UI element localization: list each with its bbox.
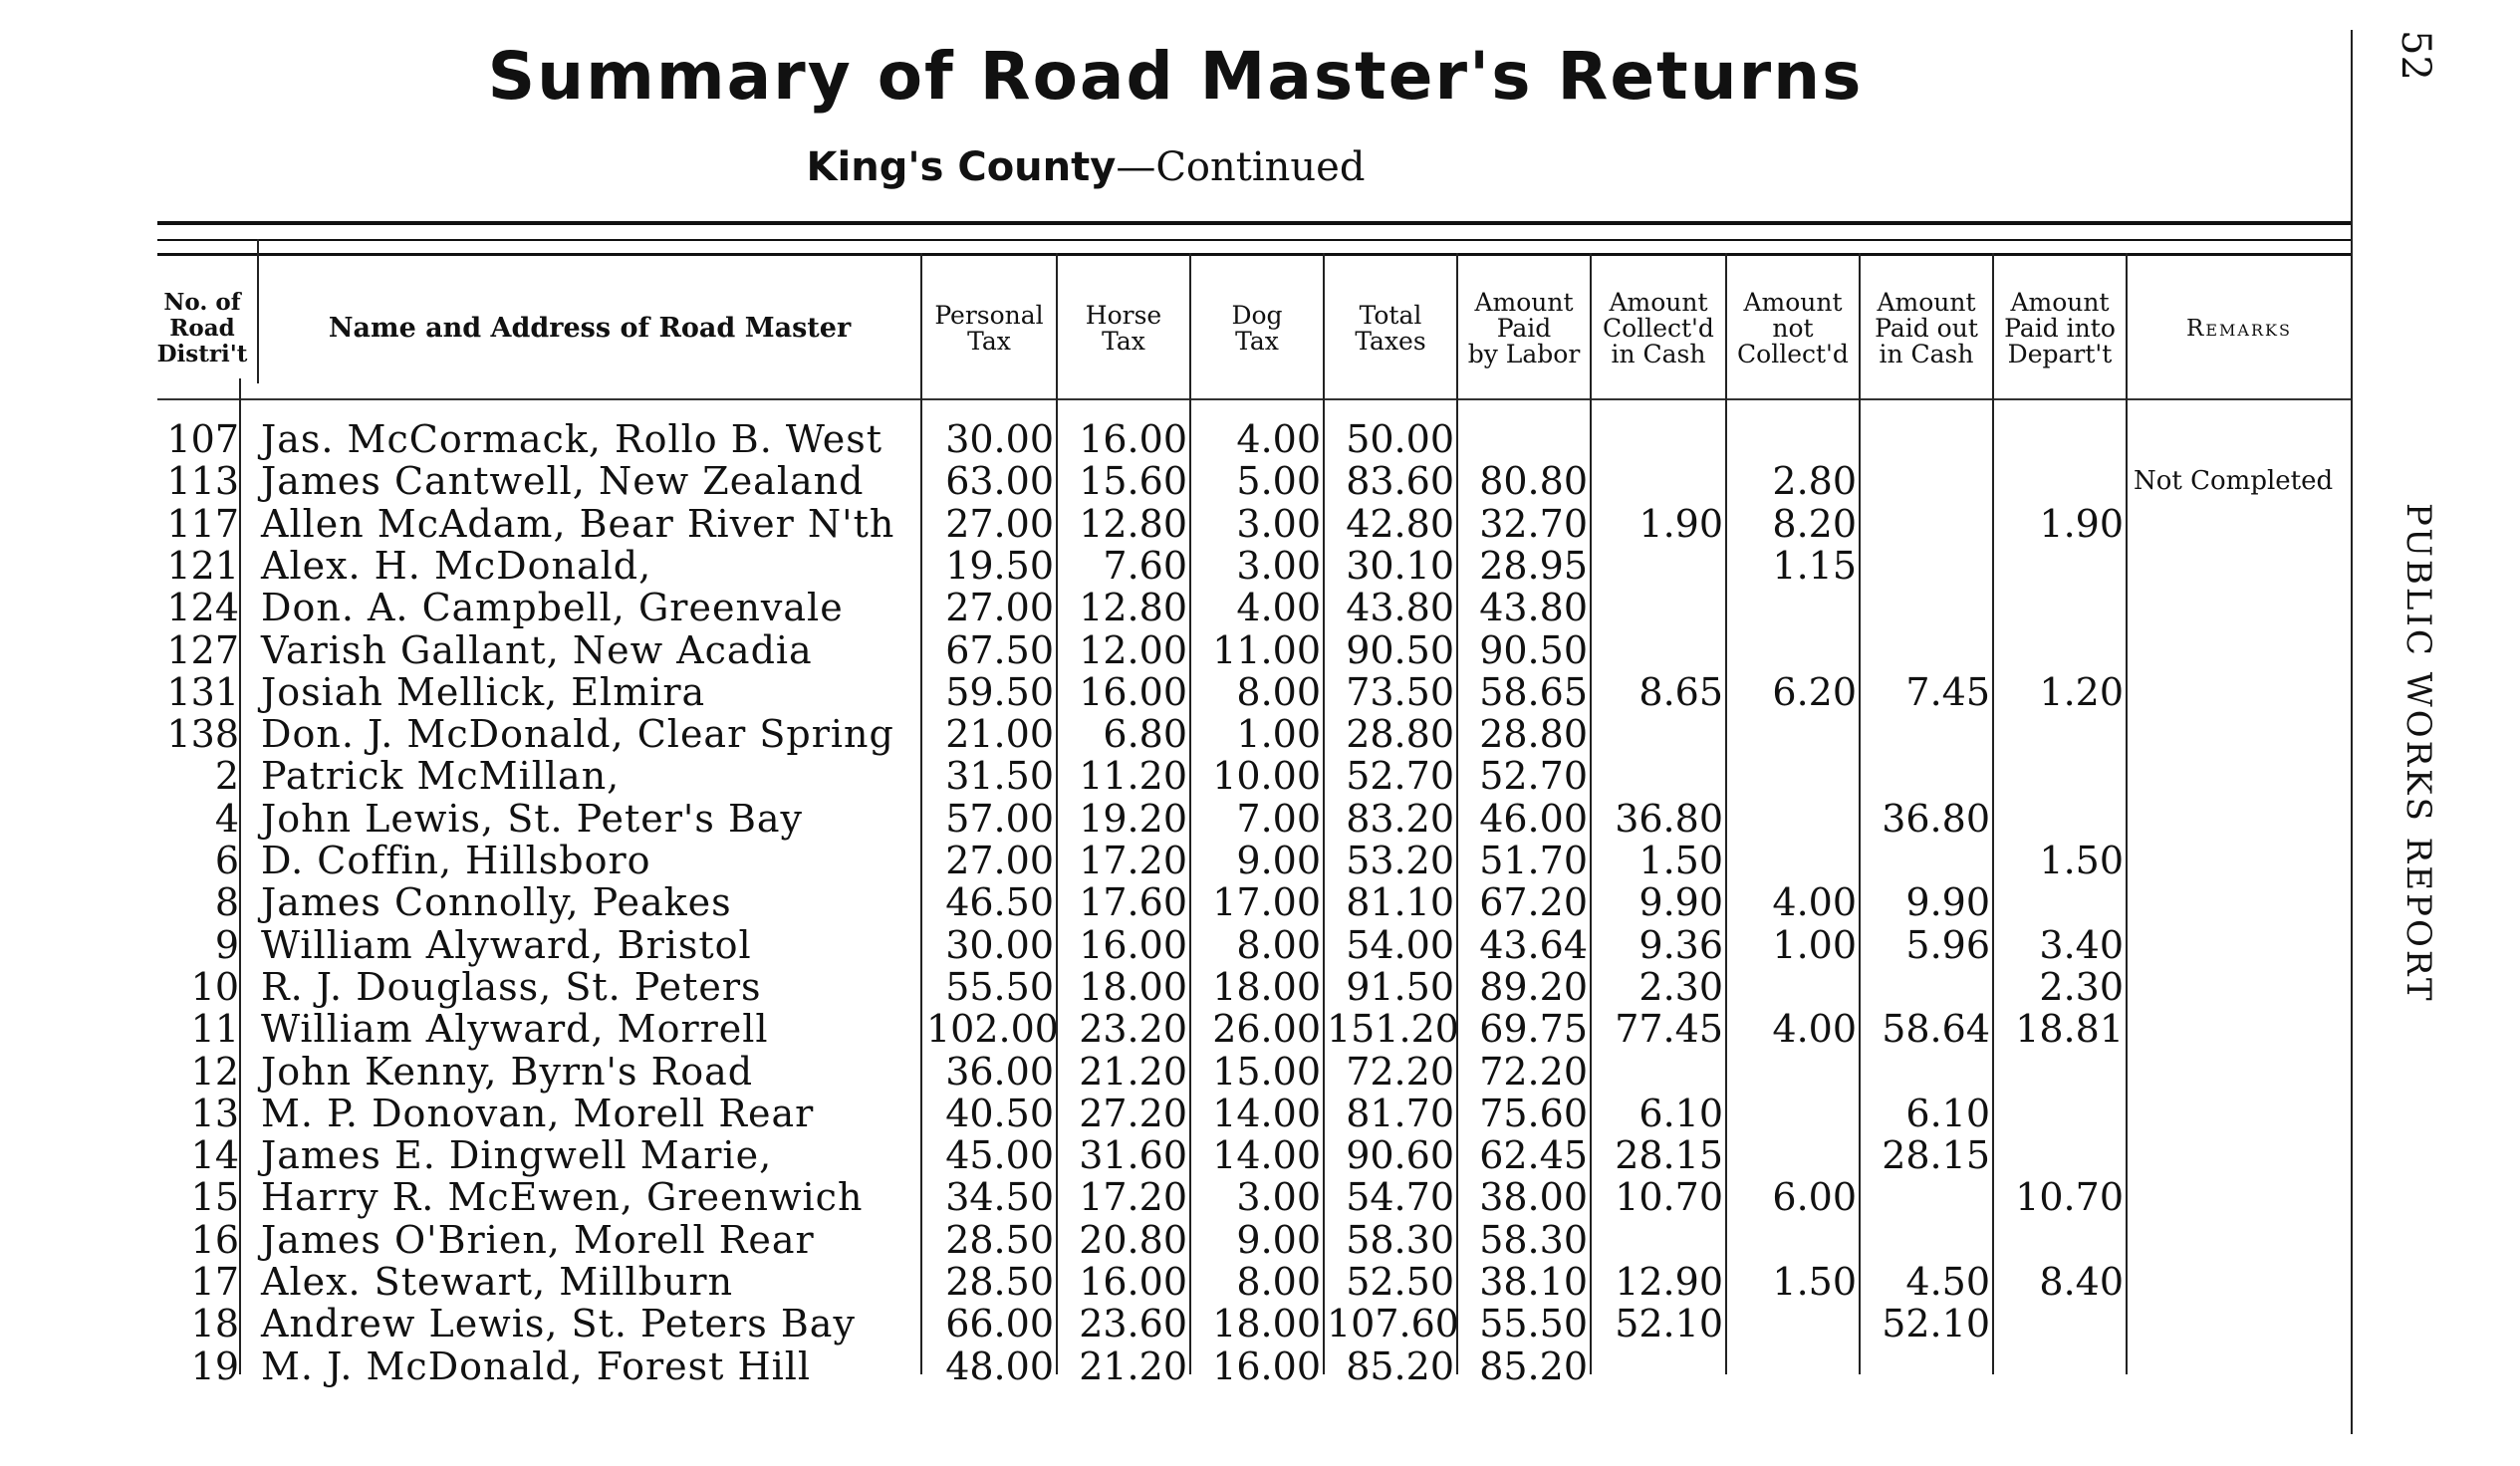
total-taxes-cell: 54.00: [1346, 922, 1454, 967]
horse-tax-cell: 20.80: [1079, 1217, 1187, 1262]
horse-tax-cell: 17.60: [1079, 880, 1187, 925]
table-row: [0, 1051, 2351, 1093]
paid-out-in-cash-cell: 5.96: [1905, 922, 1990, 967]
road-district-cell: 13: [190, 1091, 239, 1135]
header-total-taxes: Total Taxes: [1355, 301, 1426, 356]
road-master-cell: Josiah Mellick, Elmira: [261, 669, 706, 714]
personal-tax-cell: 45.00: [945, 1133, 1054, 1178]
remarks-cell: Not Completed: [2134, 466, 2334, 497]
total-taxes-cell: 52.50: [1346, 1260, 1454, 1304]
road-master-cell: William Alyward, Bristol: [261, 922, 752, 967]
dog-tax-cell: 9.00: [1236, 1217, 1321, 1262]
road-master-cell: Don. A. Campbell, Greenvale: [261, 586, 844, 630]
horse-tax-cell: 17.20: [1079, 1175, 1187, 1220]
personal-tax-cell: 19.50: [945, 543, 1054, 588]
paid-by-labor-cell: 80.80: [1479, 459, 1588, 504]
dog-tax-cell: 17.00: [1212, 880, 1321, 925]
not-collected-cell: 1.50: [1772, 1260, 1857, 1304]
paid-out-in-cash-cell: 9.90: [1905, 880, 1990, 925]
personal-tax-cell: 57.00: [945, 796, 1054, 841]
total-taxes-cell: 90.60: [1346, 1133, 1454, 1178]
not-collected-cell: 4.00: [1772, 880, 1857, 925]
personal-tax-cell: 46.50: [945, 880, 1054, 925]
dog-tax-cell: 18.00: [1212, 964, 1321, 1009]
road-district-cell: 131: [166, 669, 239, 714]
personal-tax-cell: 21.00: [945, 712, 1054, 757]
road-master-cell: M. J. McDonald, Forest Hill: [261, 1344, 812, 1388]
total-taxes-cell: 58.30: [1346, 1217, 1454, 1262]
personal-tax-cell: 63.00: [945, 459, 1054, 504]
personal-tax-cell: 27.00: [945, 586, 1054, 630]
personal-tax-cell: 28.50: [945, 1217, 1054, 1262]
county-name: King's County: [806, 144, 1117, 190]
total-taxes-cell: 42.80: [1346, 501, 1454, 546]
paid-out-in-cash-cell: 52.10: [1882, 1302, 1990, 1346]
collected-in-cash-cell: 8.65: [1638, 669, 1723, 714]
table-row: [0, 798, 2351, 840]
total-taxes-cell: 73.50: [1346, 669, 1454, 714]
road-district-cell: 8: [214, 880, 239, 925]
total-taxes-cell: 107.60: [1327, 1302, 1459, 1346]
page-subtitle: [0, 144, 2171, 190]
horse-tax-cell: 21.20: [1079, 1049, 1187, 1094]
dog-tax-cell: 3.00: [1236, 1175, 1321, 1220]
horse-tax-cell: 12.80: [1079, 501, 1187, 546]
horse-tax-cell: 17.20: [1079, 839, 1187, 882]
not-collected-cell: 6.00: [1772, 1175, 1857, 1220]
road-district-cell: 9: [214, 922, 239, 967]
page-title: Summary of Road Master's Returns: [487, 38, 1864, 115]
total-taxes-cell: 81.10: [1346, 880, 1454, 925]
total-taxes-cell: 90.50: [1346, 627, 1454, 672]
personal-tax-cell: 31.50: [945, 754, 1054, 799]
paid-by-labor-cell: 69.75: [1479, 1007, 1588, 1052]
top-rule-lower: [157, 253, 2351, 256]
road-master-cell: Allen McAdam, Bear River N'th: [261, 501, 895, 546]
dog-tax-cell: 18.00: [1212, 1302, 1321, 1346]
paid-by-labor-cell: 28.80: [1479, 712, 1588, 757]
road-master-cell: R. J. Douglass, St. Peters: [261, 964, 762, 1009]
table-row: [0, 1345, 2351, 1387]
personal-tax-cell: 59.50: [945, 669, 1054, 714]
road-district-cell: 124: [166, 586, 239, 630]
dog-tax-cell: 3.00: [1236, 501, 1321, 546]
road-district-cell: 12: [190, 1049, 239, 1094]
horse-tax-cell: 11.20: [1079, 754, 1187, 799]
dog-tax-cell: 5.00: [1236, 459, 1321, 504]
paid-into-depart-cell: 1.90: [2039, 501, 2124, 546]
road-district-cell: 6: [214, 839, 239, 882]
collected-in-cash-cell: 10.70: [1615, 1175, 1723, 1220]
personal-tax-cell: 40.50: [945, 1091, 1054, 1135]
paid-by-labor-cell: 58.30: [1479, 1217, 1588, 1262]
dog-tax-cell: 26.00: [1212, 1007, 1321, 1052]
total-taxes-cell: 43.80: [1346, 586, 1454, 630]
horse-tax-cell: 16.00: [1079, 669, 1187, 714]
collected-in-cash-cell: 77.45: [1615, 1007, 1723, 1052]
paid-into-depart-cell: 18.81: [2015, 1007, 2124, 1052]
road-district-cell: 2: [214, 754, 239, 799]
table-row: [0, 671, 2351, 713]
header-dog-tax: Dog Tax: [1231, 301, 1283, 356]
dog-tax-cell: 1.00: [1236, 712, 1321, 757]
paid-into-depart-cell: 1.20: [2039, 669, 2124, 714]
paid-by-labor-cell: 28.95: [1479, 543, 1588, 588]
running-head: PUBLIC WORKS REPORT: [2398, 503, 2438, 1004]
collected-in-cash-cell: 9.90: [1638, 880, 1723, 925]
road-district-cell: 127: [166, 627, 239, 672]
table-row: [0, 587, 2351, 628]
road-master-cell: Varish Gallant, New Acadia: [261, 627, 813, 672]
road-district-cell: 10: [190, 964, 239, 1009]
dog-tax-cell: 7.00: [1236, 796, 1321, 841]
header-paid-into-depart: Amount Paid into Depart't: [2004, 288, 2116, 368]
dog-tax-cell: 10.00: [1212, 754, 1321, 799]
paid-by-labor-cell: 32.70: [1479, 501, 1588, 546]
collected-in-cash-cell: 9.36: [1638, 922, 1723, 967]
not-collected-cell: 4.00: [1772, 1007, 1857, 1052]
collected-in-cash-cell: 12.90: [1615, 1260, 1723, 1304]
header-collected-in-cash: Amount Collect'd in Cash: [1603, 288, 1714, 368]
personal-tax-cell: 30.00: [945, 417, 1054, 461]
header-paid-by-labor: Amount Paid by Labor: [1467, 288, 1581, 368]
total-taxes-cell: 72.20: [1346, 1049, 1454, 1094]
table-row: [0, 1176, 2351, 1218]
horse-tax-cell: 23.60: [1079, 1302, 1187, 1346]
horse-tax-cell: 16.00: [1079, 1260, 1187, 1304]
horse-tax-cell: 23.20: [1079, 1007, 1187, 1052]
road-district-cell: 15: [190, 1175, 239, 1220]
road-district-cell: 14: [190, 1133, 239, 1178]
collected-in-cash-cell: 2.30: [1638, 964, 1723, 1009]
personal-tax-cell: 102.00: [926, 1007, 1059, 1052]
road-district-cell: 117: [166, 501, 239, 546]
right-margin-rule: [2351, 30, 2353, 1434]
dog-tax-cell: 15.00: [1212, 1049, 1321, 1094]
road-district-cell: 17: [190, 1260, 239, 1304]
road-master-cell: Alex. H. McDonald,: [261, 543, 652, 588]
paid-by-labor-cell: 72.20: [1479, 1049, 1588, 1094]
total-taxes-cell: 30.10: [1346, 543, 1454, 588]
personal-tax-cell: 66.00: [945, 1302, 1054, 1346]
horse-tax-cell: 16.00: [1079, 417, 1187, 461]
total-taxes-cell: 52.70: [1346, 754, 1454, 799]
road-district-cell: 121: [166, 543, 239, 588]
table-row: [0, 924, 2351, 966]
header-name-address: Name and Address of Road Master: [328, 313, 852, 344]
header-not-collected: Amount not Collect'd: [1737, 288, 1849, 368]
top-rule-thin: [157, 239, 2351, 241]
road-district-cell: 11: [190, 1007, 239, 1052]
total-taxes-cell: 28.80: [1346, 712, 1454, 757]
total-taxes-cell: 91.50: [1346, 964, 1454, 1009]
personal-tax-cell: 48.00: [945, 1344, 1054, 1388]
paid-out-in-cash-cell: 36.80: [1882, 796, 1990, 841]
road-master-cell: Patrick McMillan,: [261, 754, 621, 799]
table-row: [0, 1303, 2351, 1344]
paid-out-in-cash-cell: 4.50: [1905, 1260, 1990, 1304]
table-row: [0, 629, 2351, 671]
paid-out-in-cash-cell: 7.45: [1905, 669, 1990, 714]
table-row: [0, 1134, 2351, 1176]
horse-tax-cell: 15.60: [1079, 459, 1187, 504]
personal-tax-cell: 34.50: [945, 1175, 1054, 1220]
paid-out-in-cash-cell: 6.10: [1905, 1091, 1990, 1135]
collected-in-cash-cell: 28.15: [1615, 1133, 1723, 1178]
total-taxes-cell: 85.20: [1346, 1344, 1454, 1388]
paid-by-labor-cell: 89.20: [1479, 964, 1588, 1009]
dog-tax-cell: 4.00: [1236, 417, 1321, 461]
paid-by-labor-cell: 38.00: [1479, 1175, 1588, 1220]
road-master-cell: William Alyward, Morrell: [261, 1007, 769, 1052]
total-taxes-cell: 81.70: [1346, 1091, 1454, 1135]
road-master-cell: John Kenny, Byrn's Road: [261, 1049, 754, 1094]
dog-tax-cell: 3.00: [1236, 543, 1321, 588]
paid-into-depart-cell: 2.30: [2039, 964, 2124, 1009]
not-collected-cell: 1.15: [1772, 543, 1857, 588]
header-personal-tax: Personal Tax: [934, 301, 1044, 356]
total-taxes-cell: 54.70: [1346, 1175, 1454, 1220]
dog-tax-cell: 4.00: [1236, 586, 1321, 630]
personal-tax-cell: 30.00: [945, 922, 1054, 967]
dog-tax-cell: 8.00: [1236, 1260, 1321, 1304]
personal-tax-cell: 55.50: [945, 964, 1054, 1009]
personal-tax-cell: 27.00: [945, 839, 1054, 882]
paid-by-labor-cell: 58.65: [1479, 669, 1588, 714]
road-master-cell: Harry R. McEwen, Greenwich: [261, 1175, 864, 1220]
dog-tax-cell: 14.00: [1212, 1133, 1321, 1178]
collected-in-cash-cell: 52.10: [1615, 1302, 1723, 1346]
collected-in-cash-cell: 1.90: [1638, 501, 1723, 546]
road-master-cell: Don. J. McDonald, Clear Spring: [261, 712, 894, 757]
table-row: [0, 1093, 2351, 1134]
not-collected-cell: 6.20: [1772, 669, 1857, 714]
paid-out-in-cash-cell: 58.64: [1882, 1007, 1990, 1052]
dog-tax-cell: 8.00: [1236, 922, 1321, 967]
paid-by-labor-cell: 90.50: [1479, 627, 1588, 672]
table-row: [0, 1008, 2351, 1050]
horse-tax-cell: 12.00: [1079, 627, 1187, 672]
dog-tax-cell: 9.00: [1236, 839, 1321, 882]
horse-tax-cell: 18.00: [1079, 964, 1187, 1009]
table-row: [0, 840, 2351, 881]
road-master-cell: M. P. Donovan, Morell Rear: [261, 1091, 815, 1135]
not-collected-cell: 1.00: [1772, 922, 1857, 967]
road-district-cell: 138: [166, 712, 239, 757]
header-rule: [157, 398, 2351, 400]
header-road-district: No. of Road Distri't: [156, 289, 248, 367]
horse-tax-cell: 21.20: [1079, 1344, 1187, 1388]
road-master-cell: Jas. McCormack, Rollo B. West: [261, 417, 883, 461]
personal-tax-cell: 36.00: [945, 1049, 1054, 1094]
horse-tax-cell: 27.20: [1079, 1091, 1187, 1135]
total-taxes-cell: 50.00: [1346, 417, 1454, 461]
horse-tax-cell: 12.80: [1079, 586, 1187, 630]
paid-by-labor-cell: 52.70: [1479, 754, 1588, 799]
header-remarks: Remarks: [2186, 316, 2292, 342]
paid-by-labor-cell: 38.10: [1479, 1260, 1588, 1304]
paid-by-labor-cell: 85.20: [1479, 1344, 1588, 1388]
road-master-cell: James Connolly, Peakes: [261, 880, 732, 925]
table-row: [0, 418, 2351, 460]
paid-by-labor-cell: 55.50: [1479, 1302, 1588, 1346]
personal-tax-cell: 28.50: [945, 1260, 1054, 1304]
paid-by-labor-cell: 43.80: [1479, 586, 1588, 630]
personal-tax-cell: 67.50: [945, 627, 1054, 672]
personal-tax-cell: 27.00: [945, 501, 1054, 546]
table-row: [0, 503, 2351, 545]
top-rule: [157, 221, 2351, 225]
collected-in-cash-cell: 1.50: [1638, 839, 1723, 882]
road-master-cell: James Cantwell, New Zealand: [261, 459, 865, 504]
paid-by-labor-cell: 75.60: [1479, 1091, 1588, 1135]
table-row: [0, 713, 2351, 755]
paid-into-depart-cell: 3.40: [2039, 922, 2124, 967]
paid-by-labor-cell: 62.45: [1479, 1133, 1588, 1178]
road-district-cell: 4: [214, 796, 239, 841]
header-horse-tax: Horse Tax: [1085, 301, 1162, 356]
horse-tax-cell: 31.60: [1079, 1133, 1187, 1178]
paid-by-labor-cell: 51.70: [1479, 839, 1588, 882]
road-master-cell: Alex. Stewart, Millburn: [261, 1260, 734, 1304]
horse-tax-cell: 16.00: [1079, 922, 1187, 967]
road-master-cell: John Lewis, St. Peter's Bay: [261, 796, 804, 841]
page-number: 52: [2393, 30, 2438, 81]
not-collected-cell: 2.80: [1772, 459, 1857, 504]
continued-label: —Continued: [1116, 144, 1366, 190]
road-master-cell: James E. Dingwell Marie,: [261, 1133, 773, 1178]
road-master-cell: Andrew Lewis, St. Peters Bay: [261, 1302, 856, 1346]
table-row: [0, 545, 2351, 587]
road-district-cell: 18: [190, 1302, 239, 1346]
dog-tax-cell: 14.00: [1212, 1091, 1321, 1135]
total-taxes-cell: 53.20: [1346, 839, 1454, 882]
table-row: [0, 966, 2351, 1008]
table-row: [0, 1261, 2351, 1303]
total-taxes-cell: 151.20: [1327, 1007, 1459, 1052]
horse-tax-cell: 19.20: [1079, 796, 1187, 841]
paid-into-depart-cell: 1.50: [2039, 839, 2124, 882]
dog-tax-cell: 8.00: [1236, 669, 1321, 714]
paid-into-depart-cell: 8.40: [2039, 1260, 2124, 1304]
table-row: [0, 460, 2351, 502]
horse-tax-cell: 6.80: [1103, 712, 1187, 757]
table-row: [0, 1219, 2351, 1261]
total-taxes-cell: 83.20: [1346, 796, 1454, 841]
table-row: [0, 881, 2351, 923]
not-collected-cell: 8.20: [1772, 501, 1857, 546]
collected-in-cash-cell: 36.80: [1615, 796, 1723, 841]
paid-out-in-cash-cell: 28.15: [1882, 1133, 1990, 1178]
column-divider: [257, 239, 259, 383]
paid-by-labor-cell: 67.20: [1479, 880, 1588, 925]
horse-tax-cell: 7.60: [1103, 543, 1187, 588]
dog-tax-cell: 16.00: [1212, 1344, 1321, 1388]
table-row: [0, 755, 2351, 797]
paid-by-labor-cell: 43.64: [1479, 922, 1588, 967]
road-district-cell: 19: [190, 1344, 239, 1388]
road-master-cell: James O'Brien, Morell Rear: [261, 1217, 815, 1262]
dog-tax-cell: 11.00: [1212, 627, 1321, 672]
road-district-cell: 107: [166, 417, 239, 461]
collected-in-cash-cell: 6.10: [1638, 1091, 1723, 1135]
road-district-cell: 16: [190, 1217, 239, 1262]
header-paid-out-in-cash: Amount Paid out in Cash: [1875, 288, 1978, 368]
paid-by-labor-cell: 46.00: [1479, 796, 1588, 841]
total-taxes-cell: 83.60: [1346, 459, 1454, 504]
paid-into-depart-cell: 10.70: [2015, 1175, 2124, 1220]
road-master-cell: D. Coffin, Hillsboro: [261, 839, 651, 882]
road-district-cell: 113: [166, 459, 239, 504]
